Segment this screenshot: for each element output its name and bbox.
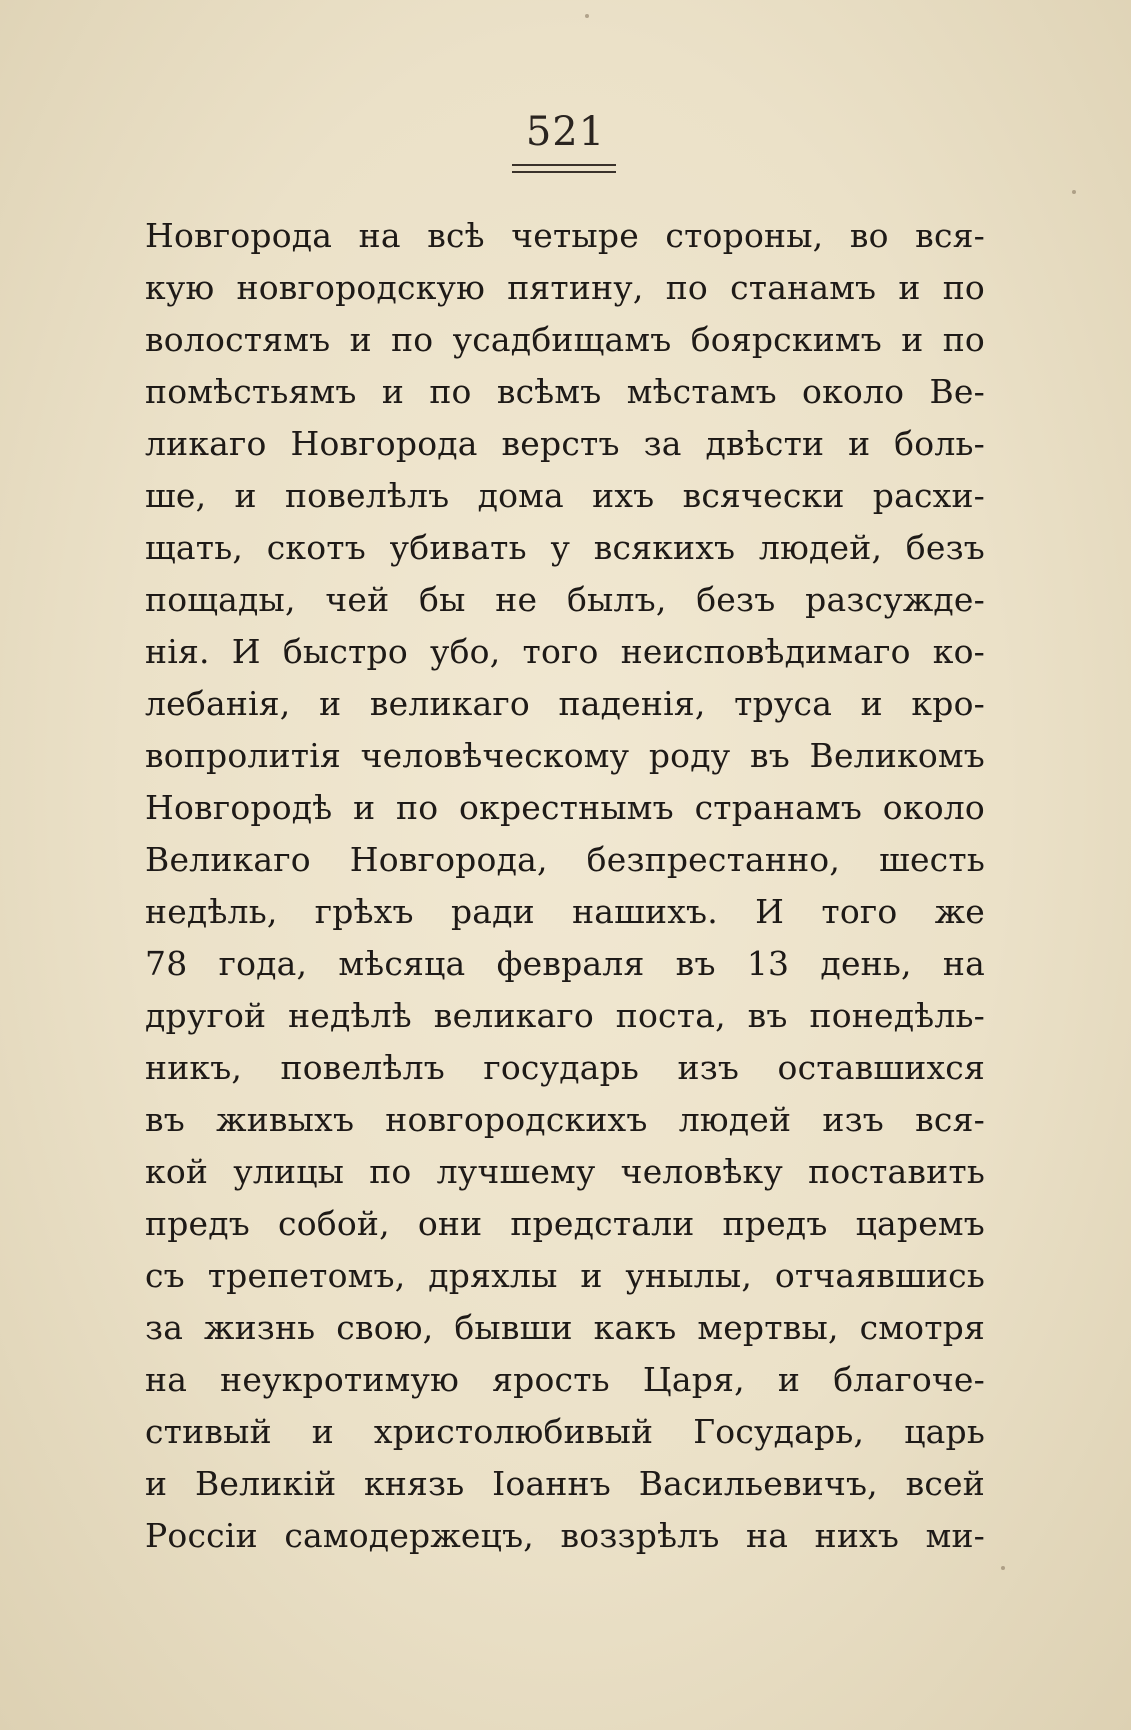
text-line: пощады, чей бы не былъ, безъ разсужде- [145,580,985,619]
text-line: предъ собой, они предстали предъ царемъ [145,1204,985,1243]
text-line: никъ, повелѣлъ государь изъ оставшихся [145,1048,985,1087]
text-line: другой недѣлѣ великаго поста, въ понедѣль- [145,996,985,1035]
text-line: лебанія, и великаго паденія, труса и кро- [145,684,985,723]
text-line: въ живыхъ новгородскихъ людей изъ вся- [145,1100,985,1139]
text-line: 78 года, мѣсяца февраля въ 13 день, на [145,944,985,983]
paper-speck [1001,1566,1005,1570]
text-line: съ трепетомъ, дряхлы и унылы, отчаявшись [145,1256,985,1295]
text-line: и Великій князь Іоаннъ Васильевичъ, всей [145,1464,985,1503]
text-line: Россіи самодержецъ, воззрѣлъ на нихъ ми- [145,1516,985,1555]
text-line: на неукротимую ярость Царя, и благоче- [145,1360,985,1399]
text-line: вопролитія человѣческому роду въ Великомъ [145,736,985,775]
text-line: Новгорода на всѣ четыре стороны, во вся- [145,216,985,255]
text-line: щать, скотъ убивать у всякихъ людей, безъ [145,528,985,567]
paper-speck [585,14,589,18]
paper-speck [1072,190,1076,194]
body-text [145,210,985,1562]
page-number: 521 [525,109,606,155]
text-line: кой улицы по лучшему человѣку поставить [145,1152,985,1191]
text-line: за жизнь свою, бывши какъ мертвы, смотря [145,1308,985,1347]
text-line: стивый и христолюбивый Государь, царь [145,1412,985,1451]
text-line: ше, и повелѣлъ дома ихъ всячески расхи- [145,476,985,515]
text-line: волостямъ и по усадбищамъ боярскимъ и по [145,320,985,359]
header-rule-top [512,164,616,166]
text-line: недѣль, грѣхъ ради нашихъ. И того же [145,892,985,931]
text-line: помѣстьямъ и по всѣмъ мѣстамъ около Ве- [145,372,985,411]
text-line: Великаго Новгорода, безпрестанно, шесть [145,840,985,879]
header-rule-bottom [512,171,616,173]
text-line: Новгородѣ и по окрестнымъ странамъ около [145,788,985,827]
text-line: нія. И быстро убо, того неисповѣдимаго ко- [145,632,985,671]
text-line: кую новгородскую пятину, по станамъ и по [145,268,985,307]
text-line: ликаго Новгорода верстъ за двѣсти и боль- [145,424,985,463]
